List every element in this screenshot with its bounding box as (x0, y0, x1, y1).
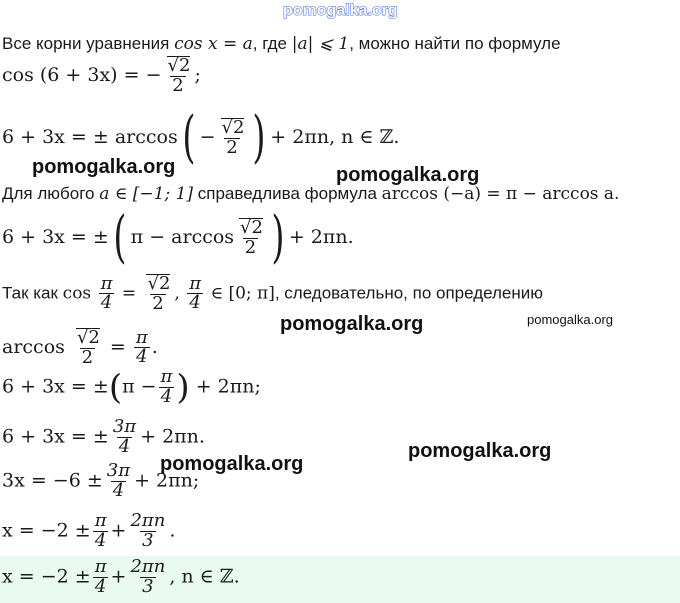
eq5-lhs: 6 + 3x = ± (2, 425, 109, 448)
equation-3 (2, 205, 354, 270)
eq3-right-paren: ) (271, 205, 285, 270)
eq4-four: 4 (160, 385, 173, 407)
arccos-pi: π (135, 326, 148, 348)
watermark: pomogalka.org (408, 440, 552, 462)
equation-1 (2, 56, 201, 96)
since-sentence (2, 274, 543, 314)
since-eq: = (121, 283, 137, 304)
eq3-denominator: 2 (244, 237, 257, 258)
since-pi: π (100, 272, 113, 294)
arccos-two: 2 (81, 346, 94, 368)
since-comma: , (174, 283, 180, 304)
arccos-rule-sentence (2, 184, 619, 204)
equation-5 (2, 418, 205, 457)
eq7-lhs: x = −2 ± (2, 519, 91, 542)
watermark: pomogalka.org (336, 164, 480, 186)
cos-x-eq-a: cos x = a (174, 34, 253, 54)
intro-text-mid: , где (252, 34, 292, 53)
arccos-four: 4 (136, 346, 148, 368)
eq2-sqrt: √2 (221, 117, 245, 139)
eq5-rhs: + 2πn. (140, 425, 205, 448)
eq1-semicolon: ; (194, 63, 201, 86)
arccos-sqrt: √2 (76, 327, 100, 348)
eq7-2pin: 2πn (130, 510, 166, 531)
since-sqrt: √2 (147, 273, 171, 294)
eq2-rhs: + 2πn, n ∈ ℤ. (270, 126, 400, 148)
eq6-3pi: 3π (106, 460, 131, 481)
eq3-fraction (236, 218, 265, 258)
eq6-fraction (105, 462, 132, 501)
eq1-fraction (164, 56, 193, 96)
eq7-frac-pi4 (93, 512, 109, 551)
arccos-eq: = (109, 335, 126, 358)
eq1-sqrt: √2 (167, 55, 191, 76)
eq3-rhs: + 2πn. (288, 226, 354, 248)
equation-4 (2, 368, 261, 407)
arccos-value-line (2, 328, 158, 368)
eq7-frac-2pin3 (128, 512, 167, 551)
watermark: pomogalka.org (32, 156, 176, 178)
equation-7 (2, 512, 175, 551)
eq2-fraction (218, 118, 247, 158)
eq7-plus: + (110, 519, 127, 542)
since-four-b: 4 (189, 292, 201, 314)
eq2-right-paren: ) (252, 105, 266, 170)
eq6-four: 4 (112, 479, 125, 501)
answer-four: 4 (94, 575, 107, 597)
arccos-period: . (151, 335, 158, 358)
eq4-lhs: 6 + 3x = ± (2, 375, 109, 398)
arccos-result (134, 326, 150, 368)
since-two: 2 (152, 292, 164, 314)
eq3-inner: π − arccos (130, 226, 235, 248)
eq2-lhs: 6 + 3x = ± arccos (2, 126, 178, 148)
answer-three: 3 (142, 575, 154, 597)
arccos-rule: arccos (−a) = π − arccos a. (381, 184, 620, 204)
eq4-pi: π (160, 366, 173, 387)
eq4-inner: π − (122, 375, 157, 398)
arccos-arg-fraction (73, 328, 102, 368)
answer-frac-pi4 (93, 558, 109, 597)
eq7-period: . (169, 519, 176, 542)
watermark: pomogalka.org (160, 453, 304, 475)
eq3-left-paren: ( (113, 205, 127, 270)
intro-text-pre: Все корни уравнения (2, 34, 175, 53)
eq4-right-paren: ) (176, 367, 190, 408)
intro-text-post: , можно найти по формуле (349, 34, 561, 53)
since-four: 4 (100, 292, 113, 314)
since-text-pre: Так как (2, 283, 63, 303)
since-text-post: , следовательно, по определению (274, 283, 544, 303)
eq2-left-paren: ( (182, 105, 196, 170)
eq7-pi: π (94, 510, 107, 531)
eq2-denominator: 2 (226, 137, 238, 158)
watermark: pomogalka.org (280, 313, 424, 335)
eq3-sqrt: √2 (240, 217, 263, 239)
answer-tail: , n ∈ ℤ. (169, 565, 240, 588)
final-answer (2, 558, 240, 597)
rule-text-mid: справедлива формула (193, 184, 382, 203)
since-frac-pi4-b (187, 272, 203, 314)
eq7-three: 3 (142, 529, 154, 551)
since-pi-b: π (189, 272, 202, 294)
intro-sentence (2, 34, 561, 54)
answer-plus: + (110, 565, 127, 588)
since-frac-pi4 (99, 272, 115, 314)
eq4-fraction (159, 368, 175, 407)
eq3-lhs: 6 + 3x = ± (2, 226, 109, 248)
arccos-word: arccos (2, 335, 65, 358)
eq4-rhs: + 2πn; (195, 375, 261, 398)
since-frac-sqrt2 (143, 274, 172, 314)
abs-a-condition: |a| ⩽ 1 (291, 34, 350, 54)
eq7-four: 4 (94, 529, 107, 551)
eq2-minus: − (199, 126, 216, 148)
site-header-logo[interactable]: pomogalka.org (283, 2, 398, 19)
eq5-3pi: 3π (112, 416, 137, 437)
eq1-denominator: 2 (172, 74, 184, 96)
answer-pi: π (94, 556, 107, 577)
eq6-lhs: 3x = −6 ± (2, 469, 103, 492)
since-cos: cos (62, 283, 92, 304)
eq6-rhs: + 2πn; (134, 469, 200, 492)
eq4-left-paren: ( (108, 367, 123, 408)
answer-frac-2pin3 (128, 558, 167, 597)
a-in-interval: a ∈ [−1; 1] (99, 184, 194, 204)
eq1-lhs: cos (6 + 3x) = − (2, 63, 162, 86)
eq5-four: 4 (118, 435, 131, 457)
watermark: pomogalka.org (527, 312, 613, 327)
rule-text-pre: Для любого (2, 184, 100, 203)
eq5-fraction (111, 418, 138, 457)
answer-lhs: x = −2 ± (2, 565, 91, 588)
since-interval: ∈ [0; π] (210, 283, 275, 304)
answer-2pin: 2πn (130, 556, 166, 577)
